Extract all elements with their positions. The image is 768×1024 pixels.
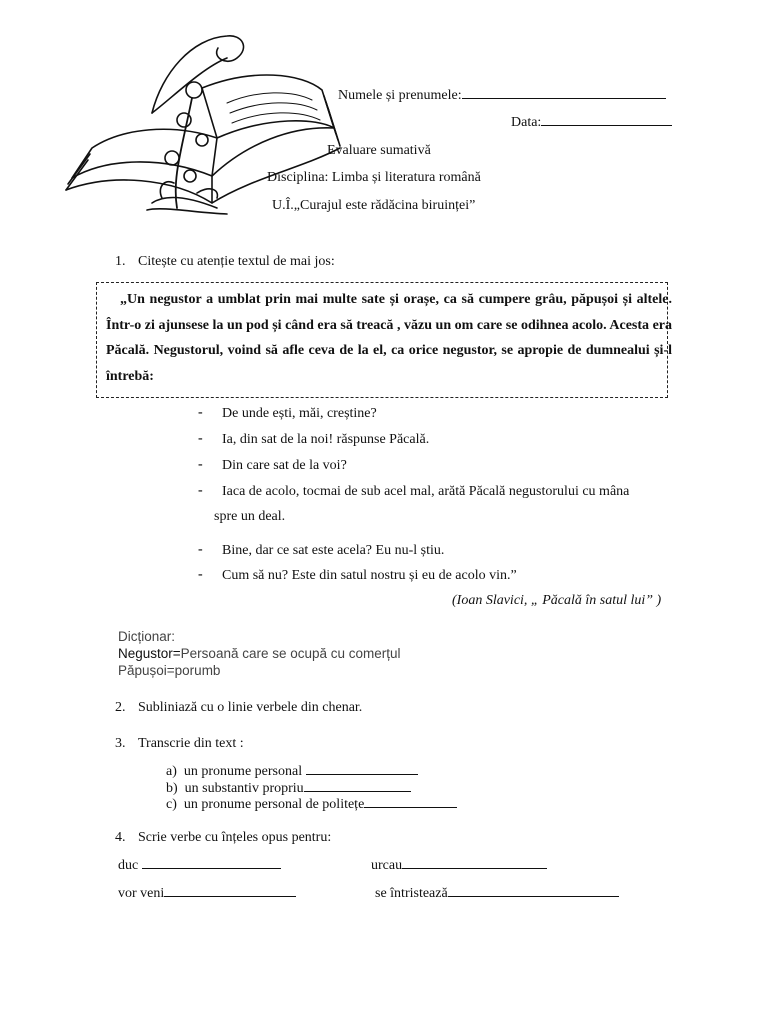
task3-item <box>166 764 418 780</box>
item-text: un pronume personal <box>183 764 303 779</box>
item-letter: b) <box>166 781 178 796</box>
answer-blank[interactable] <box>304 790 411 792</box>
dialogue-line: Iaca de acolo, tocmai de sub acel mal, arătă Păcală negustorului cu mâna <box>222 484 630 499</box>
opposite-item <box>375 886 619 902</box>
item-letter: a) <box>166 764 177 779</box>
date-label: Data: <box>511 115 542 130</box>
dictionary-entry: Păpușoi=porumb <box>118 663 221 678</box>
dictionary-title: Dicționar: <box>118 629 176 644</box>
answer-blank[interactable] <box>364 806 457 808</box>
task3-instruction: Transcrie din text : <box>138 736 244 751</box>
date-blank[interactable] <box>541 124 672 126</box>
dialogue-line: Din care sat de la voi? <box>222 458 347 473</box>
task1-instruction: Citește cu atenție textul de mai jos: <box>138 254 335 269</box>
dialogue-line: De unde ești, măi, creștine? <box>222 406 377 421</box>
answer-blank[interactable] <box>306 773 418 775</box>
unit-title: U.Î.„Curajul este rădăcina biruinței” <box>272 198 476 213</box>
task1-number: 1. <box>115 254 126 269</box>
dialogue-line-continuation: spre un deal. <box>214 509 286 524</box>
page-title: Evaluare sumativă <box>327 143 431 158</box>
opposite-item <box>371 858 547 874</box>
dialogue-dash: - <box>198 405 203 420</box>
task3-item <box>166 781 411 797</box>
source-citation: (Ioan Slavici, „ Păcală în satul lui” ) <box>452 593 662 608</box>
task3-number: 3. <box>115 736 126 751</box>
task2-instruction: Subliniază cu o linie verbele din chenar. <box>138 700 363 715</box>
item-text: un substantiv propriu <box>184 781 304 796</box>
dialogue-dash: - <box>198 542 203 557</box>
answer-blank[interactable] <box>448 895 619 897</box>
open-book-illustration <box>52 28 342 218</box>
opposite-word: vor veni <box>118 886 165 901</box>
answer-blank[interactable] <box>164 895 296 897</box>
name-label: Numele și prenumele: <box>338 88 462 103</box>
answer-blank[interactable] <box>142 867 281 869</box>
task3-item <box>166 797 457 813</box>
dictionary-entry <box>118 646 401 661</box>
opposite-word: se întristează <box>375 886 448 901</box>
dialogue-line: Cum să nu? Este din satul nostru și eu de acolo vin.” <box>222 568 517 583</box>
dialogue-line: Ia, din sat de la noi! răspunse Păcală. <box>222 432 430 447</box>
name-blank[interactable] <box>462 97 666 99</box>
dialogue-dash: - <box>198 483 203 498</box>
dialogue-dash: - <box>198 457 203 472</box>
opposite-item <box>118 886 296 902</box>
task4-number: 4. <box>115 830 126 845</box>
item-text: un pronume personal de politețe <box>183 797 365 812</box>
item-letter: c) <box>166 797 177 812</box>
date-field <box>511 115 672 131</box>
dialogue-dash: - <box>198 431 203 446</box>
passage-text: „Un negustor a umblat prin mai multe sate și orașe, ca să cumpere grâu, păpușoi și altele. Într-o zi ajunsese la un pod și când era să treacă , văzu un om care se odihnea acolo. Acesta era Păcală. Negustorul, voind să afle ceva de la el, ca orice negustor, se apropie de dumnealui și-l întrebă: <box>106 292 672 384</box>
name-field <box>338 88 666 104</box>
answer-blank[interactable] <box>402 867 547 869</box>
dialogue-dash: - <box>198 567 203 582</box>
opposite-item <box>118 858 281 874</box>
task2-number: 2. <box>115 700 126 715</box>
discipline: Disciplina: Limba și literatura română <box>267 170 481 185</box>
opposite-word: duc <box>118 858 139 873</box>
opposite-word: urcau <box>371 858 403 873</box>
task4-instruction: Scrie verbe cu înțeles opus pentru: <box>138 830 332 845</box>
dictionary-term: Negustor= <box>118 646 181 661</box>
dialogue-line: Bine, dar ce sat este acela? Eu nu-l știu. <box>222 543 445 558</box>
dictionary-definition: Persoană care se ocupă cu comerțul <box>180 646 401 661</box>
